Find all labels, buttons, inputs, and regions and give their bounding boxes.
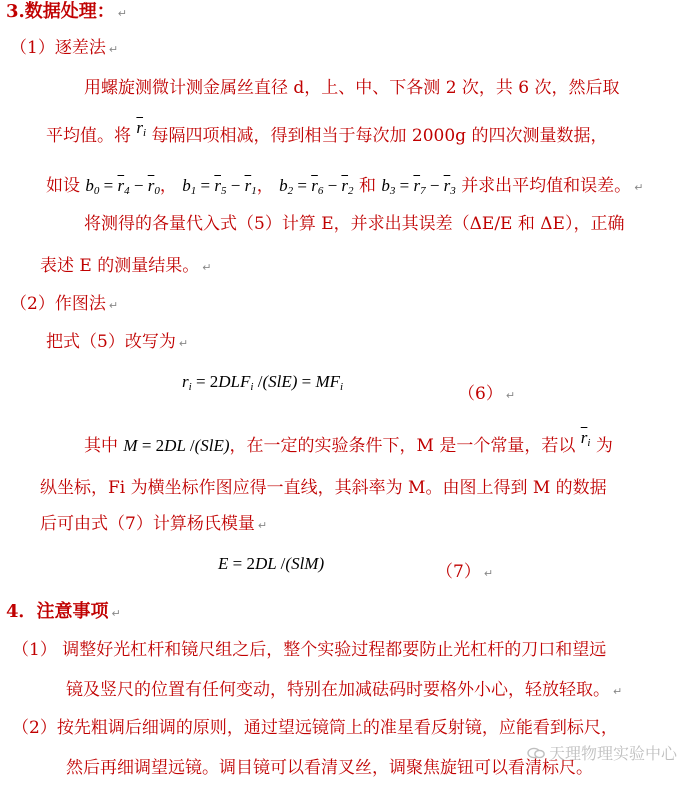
note-1-line-2: 镜及竖尺的位置有任何变动，特别在加减砝码时要格外小心，轻放轻取。 ↵ [66,680,623,700]
subheading-graph-method: （2）作图法 ↵ [10,294,119,314]
formula-b2: $b_2 = \overline{r}_6 - \overline{r}_2$ [279,176,354,197]
paragraph-line: 如设 $b_0 = \overline{r}_4 - \overline{r}_0$， $b_1 = \overline{r}_5 - \overline{r}_1$， $b_2 = \overline{r}_6 - \overline{r}_2$ 和 $b_3 = \overline{r}_7 - \overline{r}_3$ 并求出平均值和误差。 ↵ [46,176,644,197]
section3-heading: 3.数据处理： ↵ [6,1,128,22]
equation-7 [218,552,324,576]
paragraph-line: 将测得的各量代入式（5）计算 E，并求出其误差（ΔE/E 和 ΔE），正确 [84,214,625,234]
paragraph-line: 用螺旋测微计测金属丝直径 d，上、中、下各测 2 次，共 6 次，然后取 [84,78,620,98]
paragraph-line: 表述 E 的测量结果。 ↵ [40,256,212,276]
formula-M: M = 2DL /(SlE) [123,436,230,455]
watermark-text: 天理物理实验中心 [548,744,677,763]
section4-heading: 4．注意事项 ↵ [6,601,121,622]
equation-6-formula: $r_i = 2DLF_i$ $/(SlE) = MF_i$ [182,372,344,393]
formula-b0: $b_0 = \overline{r}_4 - \overline{r}_0$ [85,176,160,197]
paragraph-line: 平均值。将 $\overline{r}_i$ 每隔四项相减，得到相当于每次加 2000g 的四次测量数据， [46,118,608,146]
watermark [527,741,677,764]
equation-7-number: （7） ↵ [436,562,494,582]
note-2-line-2: 然后再细调望远镜。调目镜可以看清叉丝，调聚焦旋钮可以看清标尺。 [66,758,593,778]
wechat-icon [527,747,545,759]
equation-6 [182,370,343,394]
equation-6-number: （6） ↵ [458,384,516,404]
paragraph-line: 纵坐标，Fi 为横坐标作图应得一直线，其斜率为 M。由图上得到 M 的数据 [40,478,607,498]
symbol-r-i-bar: $\overline{r}_i$ [136,118,147,139]
formula-b3: $b_3 = \overline{r}_7 - \overline{r}_3$ [381,176,456,197]
subheading-difference-method: （1）逐差法 ↵ [10,38,119,58]
paragraph-line: 把式（5）改写为 ↵ [46,332,189,352]
note-1-line-1: （1） 调整好光杠杆和镜尺组之后，整个实验过程都要防止光杠杆的刀口和望远 [12,640,607,660]
paragraph-line: 后可由式（7）计算杨氏模量 ↵ [40,514,268,534]
equation-7-formula: E = 2DL /(SlM) [218,554,325,573]
formula-b1: $b_1 = \overline{r}_5 - \overline{r}_1$ [182,176,257,197]
symbol-r-i-bar: $\overline{r}_i$ [580,428,591,449]
note-2-line-1: （2）按先粗调后细调的原则，通过望远镜筒上的准星看反射镜，应能看到标尺， [12,718,618,738]
paragraph-line: 其中 M = 2DL /(SlE)，在一定的实验条件下，M 是一个常量，若以 $\overline{r}_i$ 为 [84,428,613,456]
